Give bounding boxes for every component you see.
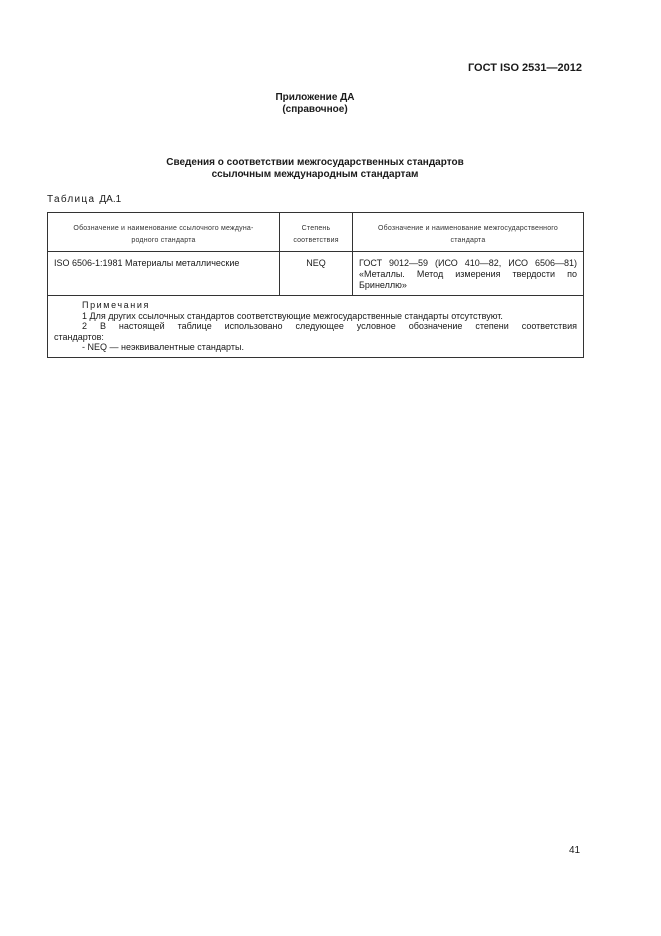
section-title-line-2: ссылочным международным стандартам [211, 169, 419, 180]
note-2-line-1: 2 В настоящей таблице использовано следующее условное обозначение степени соответствия [82, 321, 577, 331]
table-caption-word: Таблица [47, 194, 96, 205]
correspondence-table [47, 212, 584, 358]
table-row [48, 252, 584, 296]
note-2-line-2: стандартов: [54, 331, 104, 342]
table-caption-number: ДА.1 [99, 194, 122, 205]
cell-degree: NEQ [280, 252, 353, 296]
column-header-intl-standard: Обозначение и наименование ссылочного междуна- родного стандарта [48, 213, 280, 252]
section-title-line-1: Сведения о соответствии межгосударственных стандартов [166, 157, 464, 168]
table-header-row [48, 213, 584, 252]
document-code: ГОСТ ISO 2531—2012 [467, 62, 582, 74]
cell-intl-standard: ISO 6506-1:1981 Материалы металлические [48, 252, 280, 296]
cell-interstate-standard: ГОСТ 9012—59 (ИСО 410—82, ИСО 6506—81) «Металлы. Метод измерения твердости по Бринеллю» [353, 252, 584, 296]
annex-heading [0, 92, 630, 116]
page-number: 41 [569, 845, 581, 856]
column-header-degree: Степень соответствия [280, 213, 353, 252]
notes-title: Примечания [82, 300, 150, 310]
section-title [0, 157, 630, 181]
note-2-item: - NEQ — неэквивалентные стандарты. [82, 342, 244, 352]
table-notes [48, 296, 584, 358]
table-caption [47, 194, 121, 205]
annex-title: Приложение ДА [275, 92, 355, 103]
table-notes-row [48, 296, 584, 358]
column-header-interstate-standard: Обозначение и наименование межгосударственного стандарта [353, 213, 584, 252]
annex-subtitle: (справочное) [282, 104, 348, 115]
note-1: 1 Для других ссылочных стандартов соответствующие межгосударственные стандарты отсутствуют. [82, 310, 503, 321]
